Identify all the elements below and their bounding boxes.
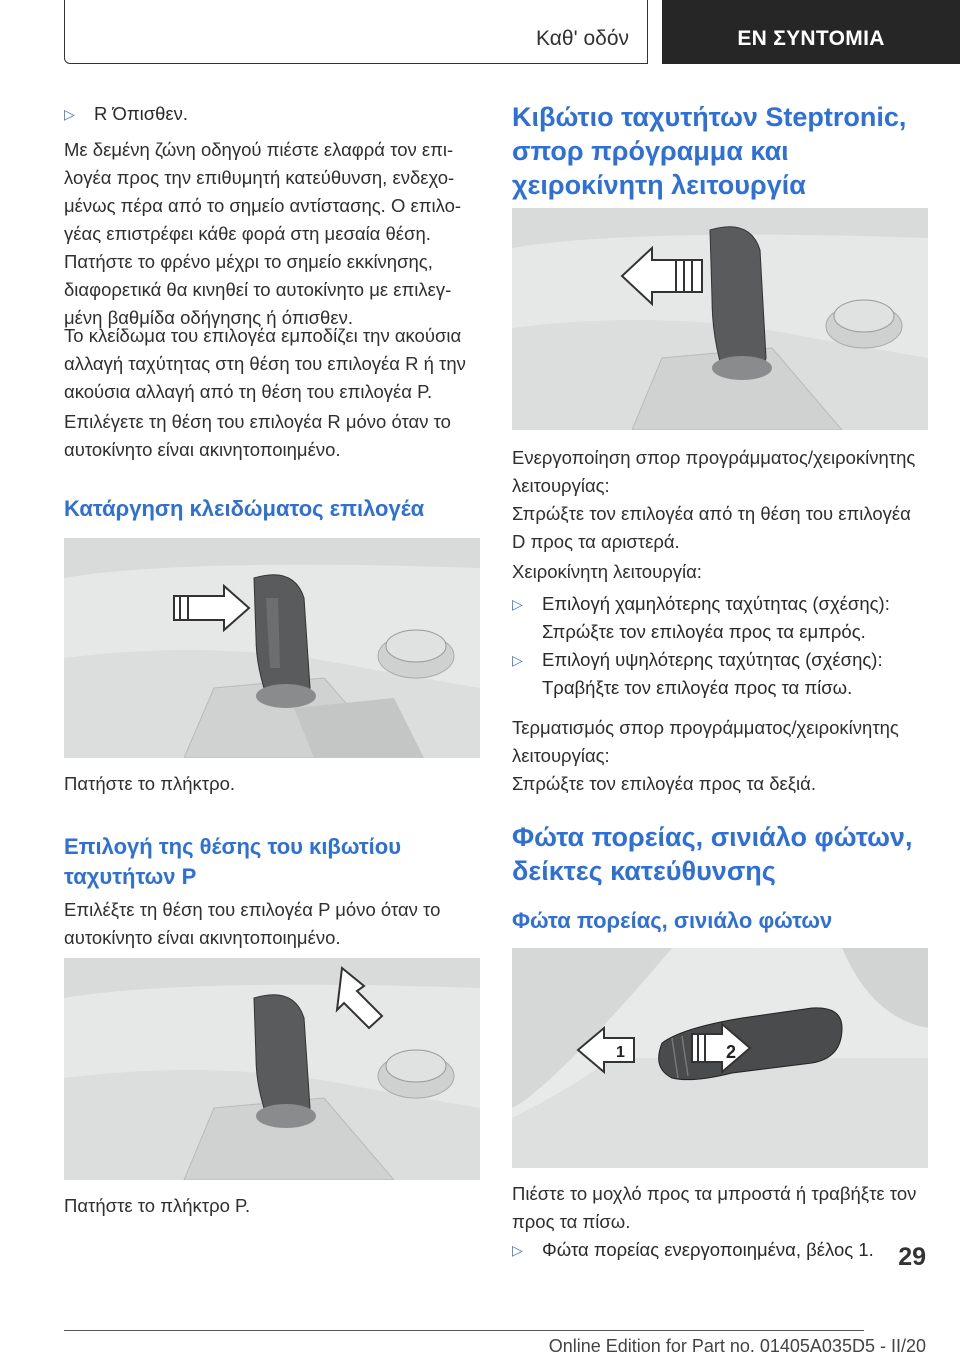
paragraph-lock: Το κλείδωμα του επιλογέα εμποδίζει την ακούσια αλλαγή ταχύτητας στη θέση του επιλογέα R ή την ακούσια αλλαγή από τη θέση του επιλογέα P. <box>64 325 466 402</box>
paragraph-end: Τερματισμός σπορ προγράμματος/χειροκίνητης λειτουργίας: <box>512 717 899 766</box>
heading-park-line2: ταχυτήτων P <box>64 864 197 889</box>
paragraph-brake: Πατήστε το φρένο μέχρι το σημείο εκκίνησης, διαφορετικά θα κινηθεί το αυτοκίνητο με επιλεγ-μένη βαθμίδα οδήγησης ή όπισθεν. <box>64 251 452 328</box>
gear-selector-illustration <box>64 538 480 758</box>
caption-park: Πατήστε το πλήκτρο P. <box>64 1195 251 1216</box>
light-lever-illustration <box>512 948 928 1168</box>
triangle-bullet-icon: ▷ <box>512 652 523 668</box>
paragraph-push-right: Σπρώξτε τον επιλογέα προς τα δεξιά. <box>512 773 816 794</box>
triangle-bullet-icon: ▷ <box>64 106 75 122</box>
figure-light-lever <box>512 948 928 1168</box>
paragraph-lever: Πιέστε το μοχλό προς τα μπροστά ή τραβήξτε τον προς τα πίσω. <box>512 1183 917 1232</box>
figure-park-button <box>64 958 480 1180</box>
bullet-text: Επιλογή χαμηλότερης ταχύτητας (σχέσης): <box>542 593 890 614</box>
paragraph-activate: Ενεργοποίηση σπορ προγράμματος/χειροκίνητης λειτουργίας: <box>512 447 916 496</box>
triangle-bullet-icon: ▷ <box>512 1242 523 1258</box>
caption-unlock: Πατήστε το πλήκτρο. <box>64 773 236 794</box>
heading-park-line1: Επιλογή της θέσης του κιβωτίου <box>64 834 402 859</box>
paragraph-push-left: Σπρώξτε τον επιλογέα από τη θέση του επιλογέα D προς τα αριστερά. <box>512 503 911 552</box>
heading-lights-line2: δείκτες κατεύθυνσης <box>512 856 776 886</box>
gear-selector-sport-illustration <box>512 208 928 430</box>
paragraph-reverse-stationary: Επιλέγετε τη θέση του επιλογέα R μόνο όταν το αυτοκίνητο είναι ακινητοποιημένο. <box>64 411 451 460</box>
arrow-label-1: 1 <box>616 1044 625 1061</box>
triangle-bullet-icon: ▷ <box>512 596 523 612</box>
paragraph-manual: Χειροκίνητη λειτουργία: <box>512 561 702 582</box>
heading-unlock: Κατάργηση κλειδώματος επιλογέα <box>64 496 425 521</box>
section-tab[interactable] <box>64 0 648 64</box>
bullet-downshift <box>512 590 928 650</box>
figure-unlock-button <box>64 538 480 758</box>
footer-text: Online Edition for Part no. 01405A035D5 - II/20 <box>548 1336 926 1356</box>
paragraph-park: Επιλέξτε τη θέση του επιλογέα P μόνο όταν το αυτοκίνητο είναι ακινητοποιημένο. <box>64 899 441 948</box>
gear-selector-p-illustration <box>64 958 480 1180</box>
chapter-title: ΕΝ ΣΥΝΤΟΜΙΑ <box>737 27 885 50</box>
heading-lights-sub: Φώτα πορείας, σινιάλο φώτων <box>512 908 833 933</box>
bullet-text: Τραβήξτε τον επιλογέα προς τα πίσω. <box>542 677 853 698</box>
figure-sport-mode <box>512 208 928 430</box>
paragraph-shift-instructions: Με δεμένη ζώνη οδηγού πιέστε ελαφρά τον επι-λογέα προς την επιθυμητή κατεύθυνση, ενδεχο-μένως πέρα από το σημείο αντίστασης. Ο επιλο-γέας επιστρέφει κάθε φορά στη μεσαία θέση. <box>64 139 462 244</box>
chapter-tab[interactable] <box>662 0 960 64</box>
heading-steptronic-line1: Κιβώτιο ταχυτήτων Steptronic, <box>512 102 907 132</box>
page-header <box>64 0 960 64</box>
bullet-text: R Όπισθεν. <box>94 103 189 124</box>
heading-lights-line1: Φώτα πορείας, σινιάλο φώτων, <box>512 822 913 852</box>
arrow-label-2: 2 <box>726 1042 737 1062</box>
bullet-text: Φώτα πορείας ενεργοποιημένα, βέλος 1. <box>542 1239 874 1260</box>
heading-steptronic-line3: χειροκίνητη λειτουργία <box>512 170 806 200</box>
heading-steptronic-line2: σπορ πρόγραμμα και <box>512 136 789 166</box>
footer-divider <box>64 1330 864 1331</box>
bullet-text: Σπρώξτε τον επιλογέα προς τα εμπρός. <box>542 621 866 642</box>
bullet-upshift <box>512 646 928 706</box>
section-title: Καθ' οδόν <box>536 27 629 50</box>
bullet-text: Επιλογή υψηλότερης ταχύτητας (σχέσης): <box>542 649 883 670</box>
page-number: 29 <box>898 1243 926 1271</box>
